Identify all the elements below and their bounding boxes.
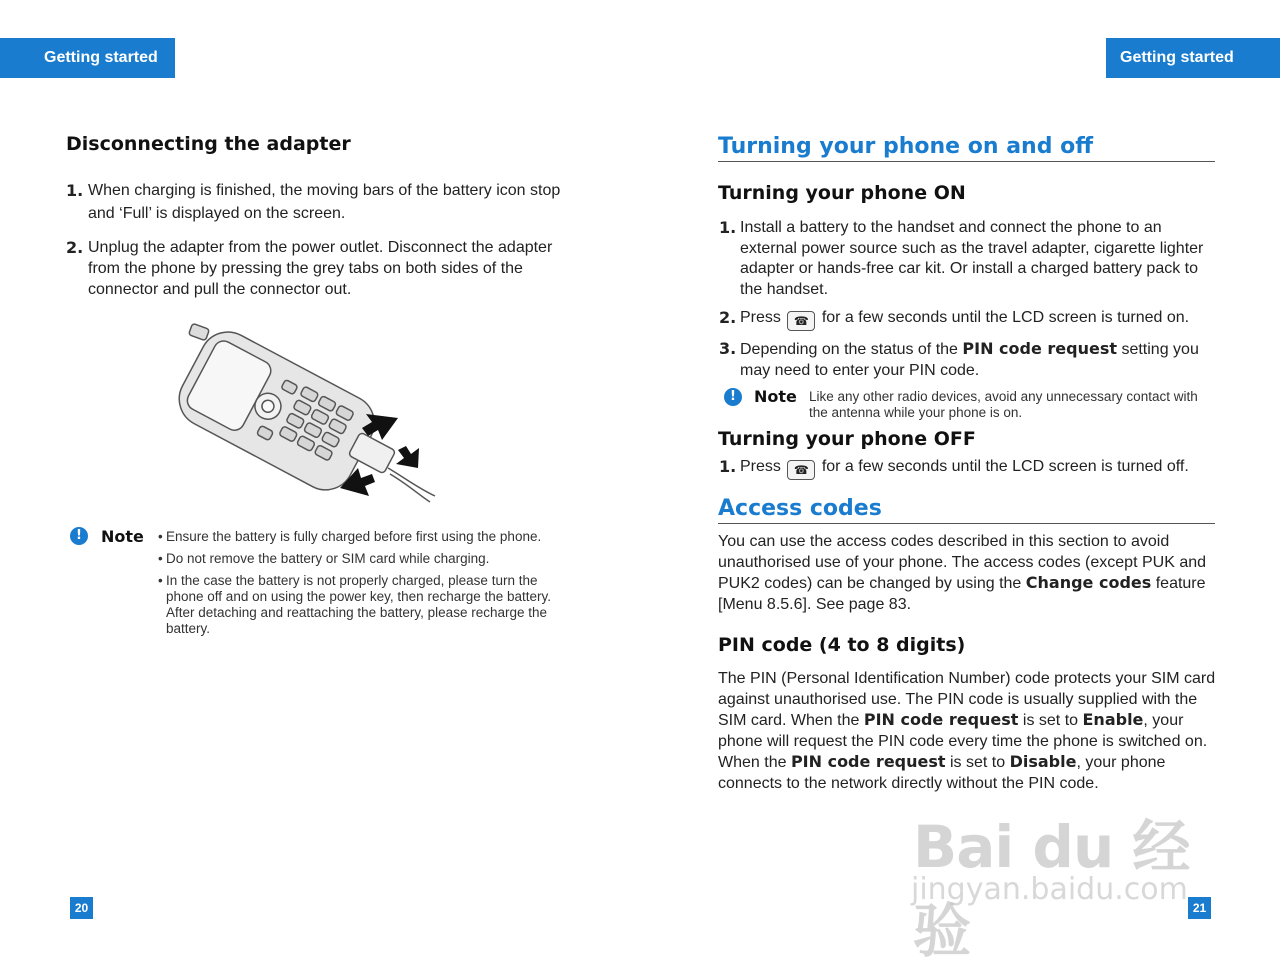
bullet: • (158, 529, 163, 544)
header-tab-right: Getting started (1106, 38, 1280, 78)
list-item (158, 529, 558, 545)
para-text: , your phone connects to the network directly without the PIN code. (718, 754, 1166, 792)
note-label: Note (101, 527, 144, 546)
para-bold: PIN code request (863, 710, 1019, 729)
para-bold: Enable (1082, 710, 1144, 729)
step-text-post: setting you may need to enter your PIN code. (740, 341, 1199, 379)
para-text: , your phone will request the PIN code every time the phone is switched on. When the (718, 712, 1208, 771)
page-number-left: 20 (70, 897, 93, 919)
step-number: 1. (719, 218, 737, 237)
left-heading: Disconnecting the adapter (66, 133, 351, 155)
watermark-url: jingyan.baidu.com (911, 872, 1188, 907)
para-text: is set to (950, 754, 1006, 771)
section-title-on-off: Turning your phone on and off (718, 134, 1215, 162)
subheading-pin-code: PIN code (4 to 8 digits) (718, 634, 966, 656)
step-text-bold: PIN code request (962, 339, 1117, 358)
bullet: • (158, 551, 163, 566)
step-text-post: for a few seconds until the LCD screen is turned off. (821, 458, 1189, 475)
step-text-pre: Depending on the status of the (740, 341, 958, 358)
list-item (158, 573, 558, 637)
para-text: is set to (1022, 712, 1079, 729)
para-bold: PIN code request (790, 752, 946, 771)
page-number-right: 21 (1188, 897, 1211, 919)
step-text-post: for a few seconds until the LCD screen is turned on. (821, 309, 1190, 326)
para-bold: Disable (1009, 752, 1077, 771)
section-title-access-codes: Access codes (718, 496, 1215, 524)
list-item (66, 179, 566, 225)
step-text: Install a battery to the handset and connect the phone to an external power source such as the travel adapter, cigarette lighter adapter or hands-free car kit. Or install a charged battery pack to the handset. (740, 219, 1204, 298)
end-call-key-icon: ☎ (787, 460, 815, 480)
list-item (719, 339, 1219, 381)
end-call-key-icon: ☎ (787, 311, 815, 331)
step-number: 2. (66, 238, 84, 257)
left-steps (66, 179, 566, 314)
step-text-pre: Press (740, 458, 781, 475)
step-number: 3. (719, 339, 737, 358)
note-text: Like any other radio devices, avoid any unnecessary contact with the antenna while your phone is on. (809, 389, 1198, 420)
phone-off-steps (719, 457, 1219, 488)
watermark-logo: Bai du 经验 (913, 813, 1190, 965)
list-item (719, 457, 1219, 480)
step-number: 1. (66, 181, 84, 200)
baidu-watermark (905, 800, 1225, 965)
exclamation-circle-icon: ! (724, 388, 742, 406)
header-tab-left: Getting started (0, 38, 175, 78)
phone-on-steps (719, 218, 1219, 389)
note-list (158, 529, 558, 643)
step-text: Unplug the adapter from the power outlet. Disconnect the adapter from the phone by pressing the grey tabs on both sides of the connector and pull the connector out. (88, 239, 553, 298)
list-item (158, 551, 558, 567)
access-codes-paragraph (718, 532, 1218, 615)
para-text: feature [Menu 8.5.6]. See page 83. (718, 575, 1206, 613)
note-item-text: Ensure the battery is fully charged before first using the phone. (166, 529, 542, 544)
list-item (719, 308, 1219, 331)
list-item (719, 218, 1219, 300)
list-item (66, 237, 566, 300)
step-text-pre: Press (740, 309, 781, 326)
phone-adapter-illustration (160, 318, 450, 508)
step-number: 1. (719, 457, 737, 476)
step-text: When charging is finished, the moving bars of the battery icon stop and ‘Full’ is displayed on the screen. (88, 182, 561, 222)
note-item-text: Do not remove the battery or SIM card while charging. (166, 551, 490, 566)
note-item-text: In the case the battery is not properly charged, please turn the phone off and on using the power key, then recharge the battery. After detaching and reattaching the battery, please recharge the battery. (166, 573, 552, 636)
subheading-phone-off: Turning your phone OFF (718, 428, 976, 450)
phone-icon (169, 322, 384, 499)
bullet: • (158, 573, 163, 588)
right-note (724, 386, 1224, 426)
para-text: The PIN (Personal Identification Number) code protects your SIM card against unauthorised use. The PIN code is usually supplied with the SIM card. When the (718, 670, 1216, 729)
para-bold: Change codes (1025, 573, 1152, 592)
step-number: 2. (719, 308, 737, 327)
subheading-phone-on: Turning your phone ON (718, 182, 966, 204)
para-text: You can use the access codes described in this section to avoid unauthorised use of your phone. The access codes (except PUK and PUK2 codes) can be changed by using the (718, 533, 1207, 592)
exclamation-circle-icon: ! (70, 527, 88, 545)
note-label: Note (754, 387, 797, 406)
pin-code-paragraph (718, 669, 1218, 794)
